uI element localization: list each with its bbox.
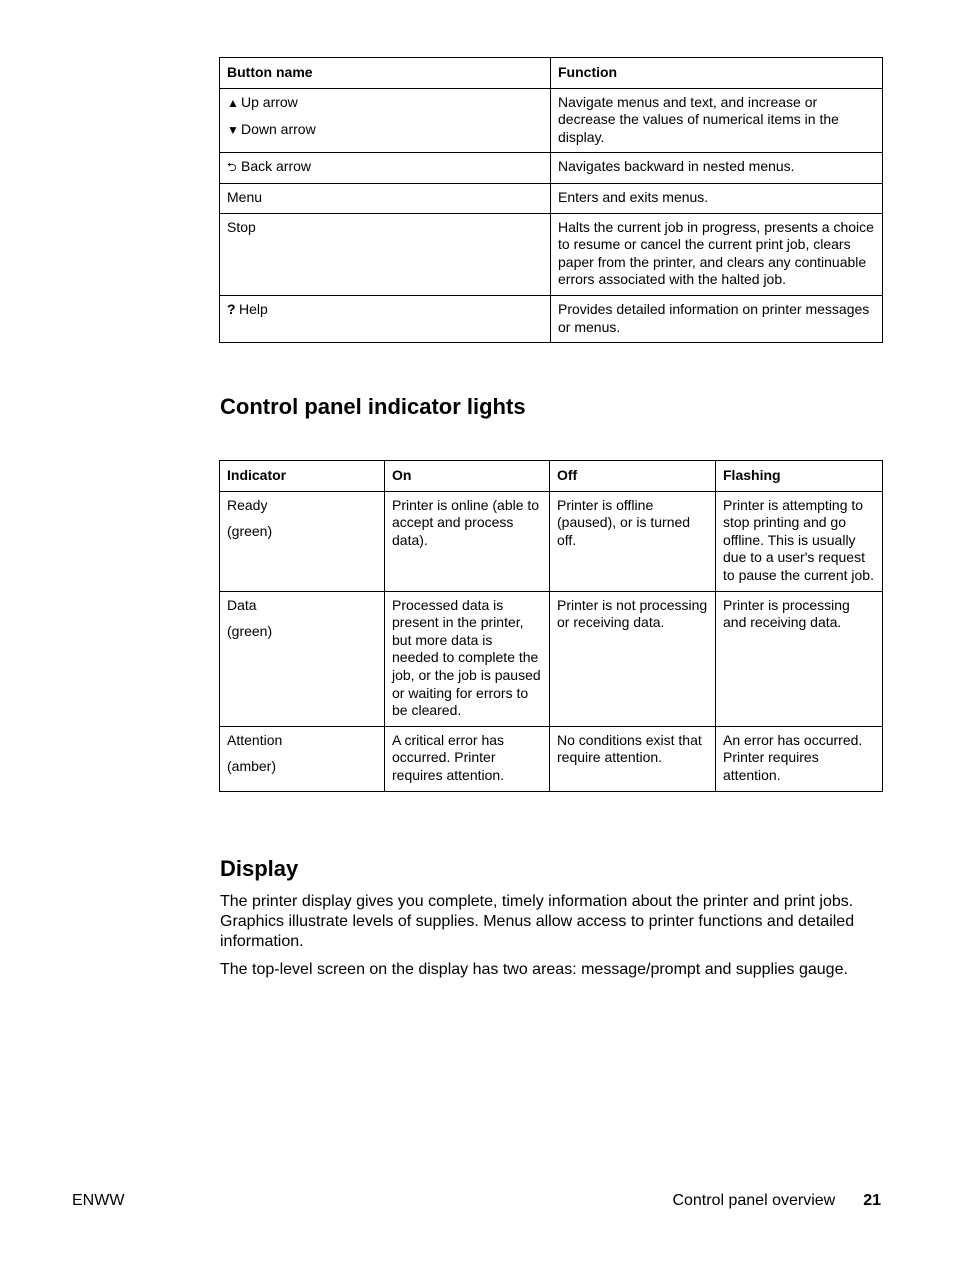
table-row: [220, 213, 883, 295]
section-heading-indicator-lights: Control panel indicator lights: [220, 394, 526, 419]
indicator-name: Data: [227, 596, 257, 613]
off-state: Printer is offline (paused), or is turned off.: [550, 491, 716, 591]
table-row: [220, 153, 883, 184]
button-name: Menu: [220, 183, 551, 213]
column-header: Function: [551, 58, 883, 89]
help-icon: ?: [227, 300, 236, 317]
table-row: [220, 88, 883, 153]
column-header: Indicator: [220, 461, 385, 492]
flashing-state: Printer is processing and receiving data.: [716, 591, 883, 726]
indicator-lights-table: [219, 460, 883, 792]
button-name: Up arrow: [241, 93, 298, 110]
button-name: Back arrow: [241, 158, 312, 175]
body-paragraph: The top-level screen on the display has two areas: message/prompt and supplies gauge.: [220, 961, 848, 978]
button-function: Enters and exits menus.: [551, 183, 883, 213]
table-row: [220, 295, 883, 342]
footer-left-label: ENWW: [72, 1192, 125, 1209]
on-state: Processed data is present in the printer, but more data is needed to complete the job, or the job is paused or waiting for errors to be cleared.: [385, 591, 550, 726]
flashing-state: An error has occurred. Printer requires attention.: [716, 726, 883, 791]
table-header-row: [220, 461, 883, 492]
table-row: [220, 491, 883, 591]
indicator-color: (amber): [227, 758, 277, 775]
off-state: No conditions exist that require attention.: [550, 726, 716, 791]
button-name: Stop: [220, 213, 551, 295]
button-function: Halts the current job in progress, presents a choice to resume or cancel the current print job, clears paper from the printer, and clears any continuable errors associated with the halted job.: [551, 213, 883, 295]
down-arrow-icon: ▼: [227, 123, 239, 138]
section-heading-display: Display: [220, 856, 299, 881]
back-arrow-icon: ⮌: [227, 160, 237, 175]
up-arrow-icon: ▲: [227, 95, 239, 110]
footer-section-title: Control panel overview: [672, 1192, 836, 1209]
footer-right: [672, 1192, 881, 1210]
button-function: Provides detailed information on printer messages or menus.: [551, 295, 883, 342]
indicator-color: (green): [227, 523, 273, 540]
indicator-name: Attention: [227, 731, 283, 748]
table-row: [220, 591, 883, 726]
flashing-state: Printer is attempting to stop printing and go offline. This is usually due to a user's request to pause the current job.: [716, 491, 883, 591]
button-name: Down arrow: [241, 121, 316, 138]
column-header: On: [385, 461, 550, 492]
table-header-row: [220, 58, 883, 89]
button-function: Navigate menus and text, and increase or decrease the values of numerical items in the display.: [551, 88, 883, 153]
body-paragraph: The printer display gives you complete, timely information about the printer and print jobs. Graphics illustrate levels of supplies. Menus allow access to printer functions and detailed information.: [220, 893, 855, 950]
indicator-name: Ready: [227, 496, 268, 513]
table-row: [220, 726, 883, 791]
on-state: A critical error has occurred. Printer requires attention.: [385, 726, 550, 791]
on-state: Printer is online (able to accept and process data).: [385, 491, 550, 591]
column-header: Flashing: [716, 461, 883, 492]
button-name: Help: [239, 300, 268, 317]
column-header: Off: [550, 461, 716, 492]
page-number: 21: [863, 1192, 881, 1209]
button-function: Navigates backward in nested menus.: [551, 153, 883, 184]
off-state: Printer is not processing or receiving data.: [550, 591, 716, 726]
button-function-table: [219, 57, 883, 343]
indicator-color: (green): [227, 623, 273, 640]
table-row: [220, 183, 883, 213]
column-header: Button name: [220, 58, 551, 89]
